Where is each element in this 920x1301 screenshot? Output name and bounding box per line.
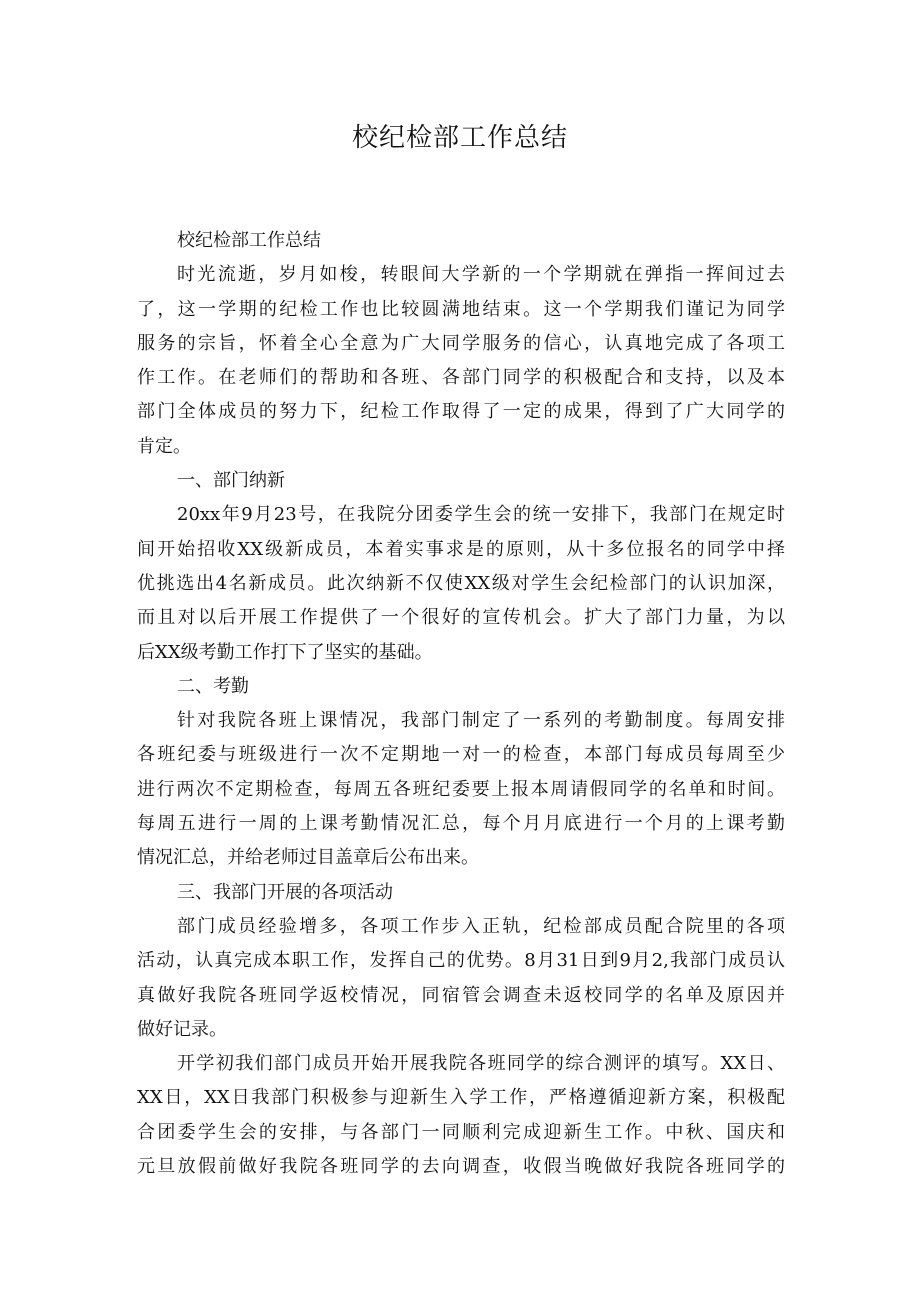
text-line: 部门全体成员的努力下，纪检工作取得了一定的成果，得到了广大同学的 [137,401,785,423]
text-line: 一、部门纳新 [177,470,285,492]
text-line: 做好记录。 [137,1018,227,1040]
text-line: 服务的宗旨，怀着全心全意为广大同学服务的信心，认真地完成了各项工 [137,332,785,354]
text-line: 后XX级考勤工作打下了坚实的基础。 [137,641,433,663]
text-line: 情况汇总，并给老师过目盖章后公布出来。 [137,847,479,869]
text-line: 三、我部门开展的各项活动 [177,881,393,903]
text-line: 各班纪委与班级进行一次不定期地一对一的检查，本部门每成员每周至少 [137,744,785,766]
document-title: 校纪检部工作总结 [351,123,568,153]
text-line: 针对我院各班上课情况，我部门制定了一系列的考勤制度。每周安排 [177,710,785,732]
text-line: 了，这一学期的纪检工作也比较圆满地结束。这一个学期我们谨记为同学 [137,298,785,320]
text-line: 20xx年9月23号，在我院分团委学生会的统一安排下，我部门在规定时 [177,504,785,526]
text-line: 每周五进行一周的上课考勤情况汇总，每个月月底进行一个月的上课考勤 [137,813,785,835]
text-line: 间开始招收XX级新成员，本着实事求是的原则，从十多位报名的同学中择 [137,538,785,560]
text-line: 活动，认真完成本职工作，发挥自己的优势。8月31日到9月2,我部门成员认 [137,950,785,972]
text-line: 进行两次不定期检查，每周五各班纪委要上报本周请假同学的名单和时间。 [137,778,785,800]
text-line: 校纪检部工作总结 [177,230,321,251]
text-line: 真做好我院各班同学返校情况，同宿管会调查未返校同学的名单及原因并 [137,984,785,1006]
text-line: 肯定。 [137,435,191,457]
text-line: 优挑选出4名新成员。此次纳新不仅使XX级对学生会纪检部门的认识加深， [137,572,785,594]
text-line: 时光流逝，岁月如梭，转眼间大学新的一个学期就在弹指一挥间过去 [177,264,785,286]
text-line: 部门成员经验增多，各项工作步入正轨，纪检部成员配合院里的各项 [177,915,785,937]
text-line: 而且对以后开展工作提供了一个很好的宣传机会。扩大了部门力量，为以 [137,607,785,629]
text-line: 元旦放假前做好我院各班同学的去向调查，收假当晚做好我院各班同学的 [137,1156,785,1178]
text-line: 二、考勤 [177,675,249,697]
text-line: 开学初我们部门成员开始开展我院各班同学的综合测评的填写。XX日、 [177,1053,785,1075]
text-line: 合团委学生会的安排，与各部门一同顺利完成迎新生工作。中秋、国庆和 [137,1121,785,1143]
text-line: 作工作。在老师们的帮助和各班、各部门同学的积极配合和支持，以及本 [137,367,785,389]
text-line: XX日，XX日我部门积极参与迎新生入学工作，严格遵循迎新方案，积极配 [137,1087,785,1109]
document-body [137,224,785,1184]
